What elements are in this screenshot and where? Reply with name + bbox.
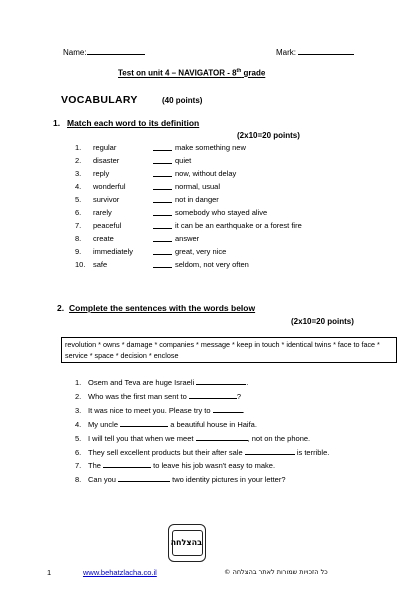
sentence-answer-blank[interactable] xyxy=(120,419,168,427)
match-answer-blank[interactable] xyxy=(153,207,172,216)
sentence-answer-blank[interactable] xyxy=(196,377,249,387)
match-item-definition: somebody who stayed alive xyxy=(175,208,268,217)
sentence-answer-blank[interactable] xyxy=(189,391,237,399)
match-item-definition: now, without delay xyxy=(175,169,237,178)
sentence-text-before: The xyxy=(88,461,101,471)
section2-title: Complete the sentences with the words below xyxy=(69,303,256,313)
match-item-word: survivor xyxy=(93,195,120,204)
sentence-item xyxy=(75,433,310,444)
sentence-answer-blank[interactable] xyxy=(213,405,243,413)
vocabulary-points: (40 points) xyxy=(162,96,203,105)
section2-points: (2x10=20 points) xyxy=(291,317,354,326)
match-answer-blank[interactable] xyxy=(153,181,172,190)
word-bank-box: revolution * owns * damage * companies * message * keep in touch * identical twins * face to face * service * space * decision * enclose xyxy=(61,337,397,363)
sentence-text-before: Who was the first man sent to xyxy=(88,391,187,401)
sentence-text-before: Can you xyxy=(88,475,116,485)
section1-number: 1. xyxy=(53,118,61,128)
sentence-number: 6. xyxy=(75,447,82,457)
match-answer-blank[interactable] xyxy=(153,142,172,151)
name-label: Name: xyxy=(63,48,87,57)
match-item-word: immediately xyxy=(93,247,134,256)
match-item xyxy=(75,181,220,192)
match-item xyxy=(75,246,226,257)
sentence-text-after: two identity pictures in your letter? xyxy=(170,475,286,485)
section2-number: 2. xyxy=(57,303,65,313)
mark-field xyxy=(276,47,354,57)
sentence-text-before: My uncle xyxy=(88,419,119,429)
sentence-item xyxy=(75,460,275,471)
sentence-answer-blank[interactable] xyxy=(245,447,295,455)
sentence-text-after: a beautiful house in Haifa. xyxy=(168,419,257,429)
sentence-item xyxy=(75,391,241,402)
match-answer-blank[interactable] xyxy=(153,194,172,203)
match-item-definition: seldom, not very often xyxy=(175,260,249,269)
match-item-definition: it can be an earthquake or a forest fire xyxy=(175,221,302,230)
sentence-number: 3. xyxy=(75,405,82,415)
match-item-word: peaceful xyxy=(93,221,122,230)
match-item-number: 1. xyxy=(75,143,82,152)
sentence-number: 4. xyxy=(75,419,82,429)
sentence-number: 1. xyxy=(75,378,82,387)
match-item-number: 5. xyxy=(75,195,82,204)
match-item-number: 6. xyxy=(75,208,82,217)
match-item xyxy=(75,259,249,270)
sentence-text-after: . xyxy=(246,378,249,387)
match-item xyxy=(75,220,302,231)
sentence-item xyxy=(75,377,248,388)
match-item xyxy=(75,233,199,244)
sentence-item xyxy=(75,474,286,485)
sentence-text-before: Osem and Teva are huge Israeli xyxy=(88,378,195,387)
sentence-number: 7. xyxy=(75,461,82,471)
sentence-number: 2. xyxy=(75,391,82,401)
name-blank[interactable] xyxy=(87,47,145,55)
match-item xyxy=(75,194,219,205)
sentence-item xyxy=(75,447,329,458)
match-answer-blank[interactable] xyxy=(153,233,172,242)
sentence-text-after: , not on the phone. xyxy=(247,433,311,443)
match-item-number: 2. xyxy=(75,156,82,165)
match-answer-blank[interactable] xyxy=(153,246,172,255)
sentence-text-before: It was nice to meet you. Please try to xyxy=(88,405,211,415)
sentence-answer-blank[interactable] xyxy=(103,460,151,468)
match-item-definition: make something new xyxy=(175,143,246,152)
name-field xyxy=(63,47,145,57)
sentence-item xyxy=(75,419,257,430)
mark-blank[interactable] xyxy=(298,47,354,55)
website-link[interactable]: www.behatzlacha.co.il xyxy=(83,568,157,577)
sentence-answer-blank[interactable] xyxy=(196,433,248,441)
sentence-text-after: to leave his job wasn't easy to make. xyxy=(151,461,276,471)
sentence-number: 8. xyxy=(75,475,82,485)
match-item xyxy=(75,168,236,179)
match-item-definition: great, very nice xyxy=(175,247,227,256)
sentence-item xyxy=(75,405,245,416)
sentence-text-after: ? xyxy=(236,391,242,401)
match-answer-blank[interactable] xyxy=(153,259,172,268)
section1-points: (2x10=20 points) xyxy=(237,131,300,140)
match-item-definition: not in danger xyxy=(175,195,219,204)
copyright-text: כל הזכויות שמורות לאתר בהצלחה © xyxy=(224,568,328,576)
match-item xyxy=(75,142,246,153)
match-item-word: rarely xyxy=(93,208,112,217)
page-number: 1 xyxy=(47,568,52,577)
test-title: Test on unit 4 – NAVIGATOR - 8th grade xyxy=(118,68,266,78)
match-item-word: reply xyxy=(93,169,110,178)
vocabulary-heading: VOCABULARY xyxy=(61,94,138,106)
match-item-definition: quiet xyxy=(175,156,192,165)
match-item xyxy=(75,155,191,166)
match-item-number: 4. xyxy=(75,182,82,191)
sentence-number: 5. xyxy=(75,433,82,443)
sentence-answer-blank[interactable] xyxy=(118,474,170,482)
sentence-text-after: is terrible. xyxy=(294,447,330,457)
match-answer-blank[interactable] xyxy=(153,220,172,229)
match-item-number: 10. xyxy=(75,260,86,269)
behatzlacha-logo xyxy=(168,524,206,562)
match-answer-blank[interactable] xyxy=(153,155,172,164)
sentence-text-after: . xyxy=(242,405,245,415)
match-item-word: disaster xyxy=(93,156,120,165)
sentence-text-before: They sell excellent products but their after sale xyxy=(88,447,243,457)
logo-text: בהצלחה xyxy=(172,530,203,556)
match-item-word: wonderful xyxy=(93,182,126,191)
match-item-number: 9. xyxy=(75,247,82,256)
match-item xyxy=(75,207,267,218)
match-item-number: 8. xyxy=(75,234,82,243)
match-item-word: regular xyxy=(93,143,117,152)
sentence-text-before: I will tell you that when we meet xyxy=(88,433,194,443)
match-item-word: safe xyxy=(93,260,108,269)
match-item-word: create xyxy=(93,234,114,243)
match-item-number: 3. xyxy=(75,169,82,178)
match-item-number: 7. xyxy=(75,221,82,230)
match-answer-blank[interactable] xyxy=(153,168,172,177)
match-item-definition: answer xyxy=(175,234,200,243)
mark-label: Mark: xyxy=(276,48,296,57)
section1-title: Match each word to its definition xyxy=(67,118,200,128)
match-item-definition: normal, usual xyxy=(175,182,221,191)
